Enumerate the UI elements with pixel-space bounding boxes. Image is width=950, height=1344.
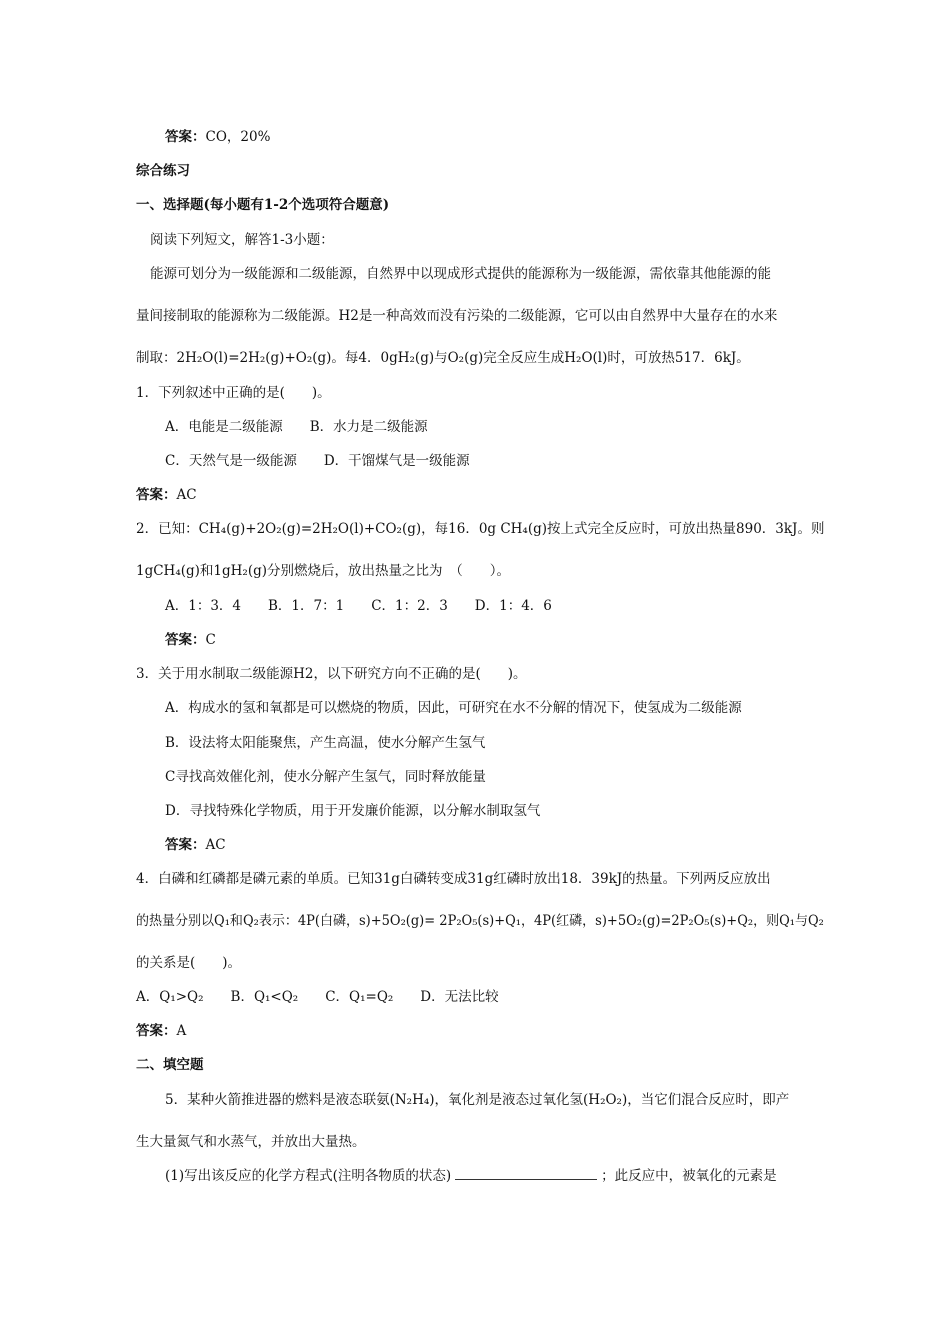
q4-answer xyxy=(136,1022,186,1040)
q5-stem-1: 5．某种火箭推进器的燃料是液态联氨(N₂H₄)，氧化剂是液态过氧化氢(H₂O₂)，当它们混合反应时，即产 xyxy=(165,1092,790,1108)
q1-options-2: C．天然气是一级能源 D．干馏煤气是一级能源 xyxy=(165,453,470,469)
q3-option-c: C寻找高效催化剂，使水分解产生氢气，同时释放能量 xyxy=(165,769,486,785)
answer-line xyxy=(165,128,270,146)
q2-stem-2: 1gCH₄(g)和1gH₂(g)分别燃烧后，放出热量之比为 （ ）。 xyxy=(136,563,511,579)
q4-answer-value: A xyxy=(176,1023,187,1039)
q3-answer-value: AC xyxy=(205,837,226,853)
answer-blank[interactable] xyxy=(455,1167,597,1180)
passage-line-3: 制取：2H₂O(l)=2H₂(g)+O₂(g)。每4．0gH₂(g)与O₂(g)完全反应生成H₂O(l)时，可放热517．6kJ。 xyxy=(136,350,750,366)
passage-line-2: 量间接制取的能源称为二级能源。H2是一种高效而没有污染的二级能源，它可以由自然界中大量存在的水来 xyxy=(136,308,778,324)
q3-option-b: B．设法将太阳能聚焦，产生高温，使水分解产生氢气 xyxy=(165,735,486,751)
q5-sub1-before: (1)写出该反应的化学方程式(注明各物质的状态) xyxy=(165,1168,452,1184)
q3-answer-label: 答案： xyxy=(165,837,206,853)
q1-answer xyxy=(136,486,197,504)
q5-sub1-after: ；此反应中，被氧化的元素是 xyxy=(601,1168,777,1184)
q1-answer-value: AC xyxy=(176,487,197,503)
q1-stem: 1．下列叙述中正确的是( )。 xyxy=(136,385,331,401)
q1-answer-label: 答案： xyxy=(136,487,177,503)
q5-sub1 xyxy=(165,1167,777,1185)
q2-answer-value: C xyxy=(205,632,216,648)
part1-title: 一、选择题(每小题有1-2个选项符合题意) xyxy=(136,197,390,213)
q3-answer xyxy=(165,836,226,854)
section-title: 综合练习 xyxy=(136,163,190,179)
q3-stem: 3．关于用水制取二级能源H2，以下研究方向不正确的是( )。 xyxy=(136,666,527,682)
q4-stem-3: 的关系是( )。 xyxy=(136,955,242,971)
part2-title: 二、填空题 xyxy=(136,1057,204,1073)
q2-stem-1: 2．已知：CH₄(g)+2O₂(g)=2H₂O(l)+CO₂(g)，每16．0g CH₄(g)按上式完全反应时，可放出热量890．3kJ。则 xyxy=(136,521,825,537)
read-intro: 阅读下列短文，解答1-3小题： xyxy=(150,232,334,248)
q3-option-a: A．构成水的氢和氧都是可以燃烧的物质，因此，可研究在水不分解的情况下，使氢成为二级能源 xyxy=(165,700,742,716)
q4-stem-1: 4．白磷和红磷都是磷元素的单质。已知31g白磷转变成31g红磷时放出18．39kJ的热量。下列两反应放出 xyxy=(136,871,771,887)
q3-option-d: D．寻找特殊化学物质，用于开发廉价能源，以分解水制取氢气 xyxy=(165,803,541,819)
q2-answer xyxy=(165,631,216,649)
q2-answer-label: 答案： xyxy=(165,632,206,648)
answer-value: CO，20% xyxy=(205,129,271,145)
q4-answer-label: 答案： xyxy=(136,1023,177,1039)
q2-options: A．1：3．4 B．1．7：1 C．1：2．3 D．1：4．6 xyxy=(165,598,552,614)
q1-options-1: A．电能是二级能源 B．水力是二级能源 xyxy=(165,419,428,435)
q5-stem-2: 生大量氮气和水蒸气，并放出大量热。 xyxy=(136,1134,366,1150)
q4-stem-2: 的热量分别以Q₁和Q₂表示：4P(白磷，s)+5O₂(g)= 2P₂O₅(s)+Q₁，4P(红磷，s)+5O₂(g)=2P₂O₅(s)+Q₂，则Q₁与Q₂ xyxy=(136,913,824,929)
answer-label: 答案： xyxy=(165,129,206,145)
passage-line-1: 能源可划分为一级能源和二级能源，自然界中以现成形式提供的能源称为一级能源，需依靠其他能源的能 xyxy=(150,266,771,282)
q4-options: A．Q₁>Q₂ B．Q₁<Q₂ C．Q₁=Q₂ D．无法比较 xyxy=(136,989,499,1005)
